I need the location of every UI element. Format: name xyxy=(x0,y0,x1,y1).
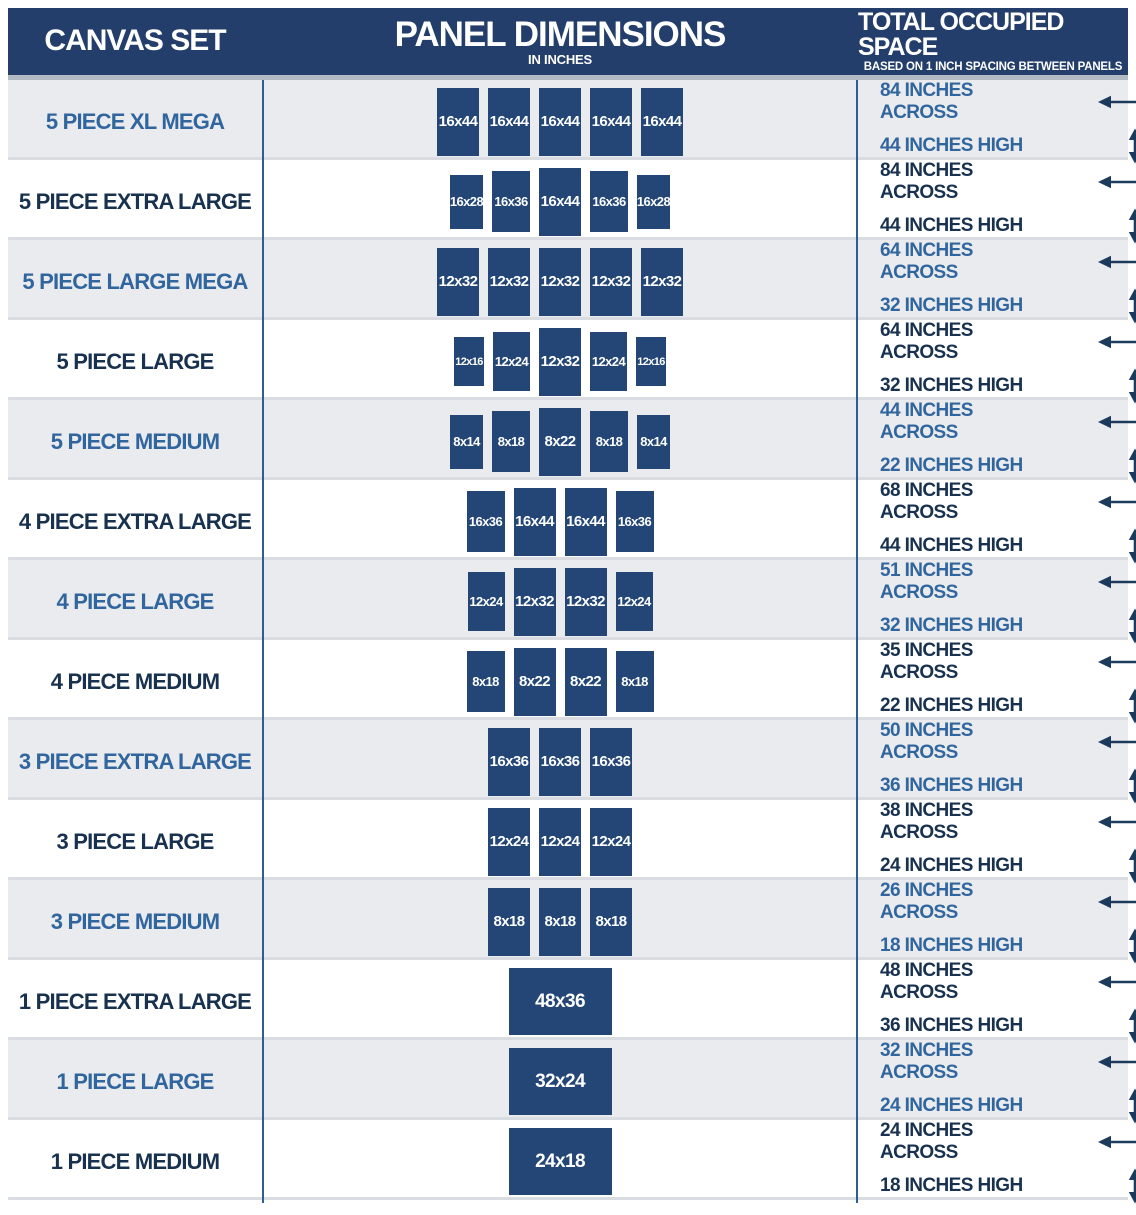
width-arrow-icon xyxy=(1050,1125,1136,1159)
canvas-set-cell xyxy=(8,480,262,563)
canvas-set-cell xyxy=(8,240,262,323)
occupied-space-cell xyxy=(858,720,1128,803)
inches-high-label: 44 INCHES HIGH xyxy=(880,135,1023,156)
height-arrow-icon xyxy=(1050,769,1136,803)
height-arrow-icon xyxy=(1050,1089,1136,1123)
width-arrow-icon xyxy=(1050,325,1136,359)
height-arrow-icon xyxy=(1050,129,1136,163)
width-arrow-icon xyxy=(1050,485,1136,519)
header-panel-dimensions-sub: IN INCHES xyxy=(528,52,592,68)
across-line xyxy=(880,480,1120,524)
panel-diagram-cell xyxy=(262,880,858,963)
inches-high-label: 32 INCHES HIGH xyxy=(880,375,1023,396)
inches-across-label: 38 INCHES ACROSS xyxy=(880,800,973,843)
table-row xyxy=(8,240,1128,320)
width-arrow-icon xyxy=(1050,805,1136,839)
across-line xyxy=(880,800,1120,844)
occupied-space-cell xyxy=(858,160,1128,243)
height-arrow-icon xyxy=(1050,289,1136,323)
inches-high-label: 18 INCHES HIGH xyxy=(880,935,1023,956)
canvas-set-cell xyxy=(8,640,262,723)
canvas-set-cell xyxy=(8,320,262,403)
canvas-panel: 12x24 xyxy=(539,808,581,876)
panel-diagram-cell xyxy=(262,1120,858,1203)
inches-across-label: 84 INCHES ACROSS xyxy=(880,80,973,123)
canvas-panel: 12x24 xyxy=(616,572,653,631)
canvas-set-cell xyxy=(8,160,262,243)
high-line xyxy=(880,609,1120,643)
canvas-panel: 8x22 xyxy=(565,648,607,716)
occupied-space-cell xyxy=(858,640,1128,723)
height-arrow-icon xyxy=(1050,609,1136,643)
canvas-panel: 12x32 xyxy=(514,568,556,636)
panel-diagram-cell xyxy=(262,480,858,563)
width-arrow-icon xyxy=(1050,965,1136,999)
table-row xyxy=(8,400,1128,480)
canvas-set-cell xyxy=(8,560,262,643)
table-row xyxy=(8,800,1128,880)
canvas-panel: 8x18 xyxy=(590,411,628,472)
canvas-set-label: 5 PIECE LARGE MEGA xyxy=(22,268,248,294)
high-line xyxy=(880,1009,1120,1043)
across-line xyxy=(880,1120,1120,1164)
table-row xyxy=(8,960,1128,1040)
table-body xyxy=(8,80,1128,1200)
height-arrow-icon xyxy=(1050,1169,1136,1203)
canvas-panel: 16x28 xyxy=(637,175,670,229)
occupied-space-cell xyxy=(858,560,1128,643)
canvas-set-label: 3 PIECE LARGE xyxy=(56,828,214,854)
canvas-panel: 8x14 xyxy=(450,415,483,469)
canvas-panel: 8x14 xyxy=(637,415,670,469)
canvas-panel: 8x18 xyxy=(590,888,632,956)
high-line xyxy=(880,849,1120,883)
canvas-panel: 16x44 xyxy=(514,488,556,556)
occupied-space-cell xyxy=(858,320,1128,403)
header-total-space-sub: BASED ON 1 INCH SPACING BETWEEN PANELS xyxy=(863,60,1123,73)
height-arrow-icon xyxy=(1050,689,1136,723)
panel-diagram-cell xyxy=(262,80,858,163)
inches-high-label: 22 INCHES HIGH xyxy=(880,455,1023,476)
canvas-panel: 12x32 xyxy=(437,248,479,316)
across-line xyxy=(880,1040,1120,1084)
height-arrow-icon xyxy=(1050,529,1136,563)
canvas-panel: 16x36 xyxy=(467,491,505,552)
canvas-panel: 16x36 xyxy=(590,728,632,796)
panel-diagram-cell xyxy=(262,320,858,403)
canvas-panel: 16x36 xyxy=(590,171,628,232)
canvas-size-chart xyxy=(8,8,1128,1200)
table-row xyxy=(8,880,1128,960)
table-row xyxy=(8,560,1128,640)
canvas-panel: 8x22 xyxy=(514,648,556,716)
occupied-space-cell xyxy=(858,400,1128,483)
table-row xyxy=(8,160,1128,240)
canvas-set-label: 5 PIECE MEDIUM xyxy=(50,428,220,454)
canvas-panel: 16x44 xyxy=(488,88,530,156)
canvas-panel: 16x44 xyxy=(565,488,607,556)
canvas-panel: 16x44 xyxy=(539,168,581,236)
inches-across-label: 44 INCHES ACROSS xyxy=(880,400,973,443)
canvas-panel: 16x44 xyxy=(641,88,683,156)
occupied-space-cell xyxy=(858,960,1128,1043)
across-line xyxy=(880,880,1120,924)
inches-across-label: 64 INCHES ACROSS xyxy=(880,240,973,283)
canvas-set-label: 1 PIECE MEDIUM xyxy=(50,1148,220,1174)
height-arrow-icon xyxy=(1050,209,1136,243)
width-arrow-icon xyxy=(1050,405,1136,439)
canvas-panel: 8x18 xyxy=(539,888,581,956)
canvas-set-cell xyxy=(8,800,262,883)
canvas-set-label: 1 PIECE EXTRA LARGE xyxy=(18,988,252,1014)
canvas-panel: 12x32 xyxy=(590,248,632,316)
inches-high-label: 36 INCHES HIGH xyxy=(880,775,1023,796)
canvas-panel: 12x16 xyxy=(636,337,666,386)
canvas-panel: 12x32 xyxy=(539,248,581,316)
canvas-set-label: 4 PIECE LARGE xyxy=(56,588,214,614)
height-arrow-icon xyxy=(1050,849,1136,883)
canvas-panel: 8x18 xyxy=(492,411,530,472)
canvas-set-cell xyxy=(8,1040,262,1123)
high-line xyxy=(880,1089,1120,1123)
width-arrow-icon xyxy=(1050,165,1136,199)
width-arrow-icon xyxy=(1050,85,1136,119)
inches-high-label: 36 INCHES HIGH xyxy=(880,1015,1023,1036)
table-row xyxy=(8,320,1128,400)
panel-diagram-cell xyxy=(262,800,858,883)
canvas-panel: 8x18 xyxy=(616,651,654,712)
canvas-set-label: 3 PIECE EXTRA LARGE xyxy=(18,748,252,774)
table-row xyxy=(8,480,1128,560)
canvas-panel: 16x36 xyxy=(616,491,654,552)
canvas-panel: 16x44 xyxy=(590,88,632,156)
across-line xyxy=(880,560,1120,604)
canvas-panel: 12x24 xyxy=(468,572,505,631)
inches-across-label: 48 INCHES ACROSS xyxy=(880,960,973,1003)
across-line xyxy=(880,960,1120,1004)
width-arrow-icon xyxy=(1050,645,1136,679)
canvas-panel: 16x36 xyxy=(539,728,581,796)
canvas-panel: 16x44 xyxy=(539,88,581,156)
canvas-set-label: 3 PIECE MEDIUM xyxy=(50,908,220,934)
canvas-panel: 16x44 xyxy=(437,88,479,156)
height-arrow-icon xyxy=(1050,1009,1136,1043)
canvas-set-cell xyxy=(8,880,262,963)
occupied-space-cell xyxy=(858,240,1128,323)
canvas-panel: 16x36 xyxy=(488,728,530,796)
canvas-set-cell xyxy=(8,720,262,803)
inches-high-label: 32 INCHES HIGH xyxy=(880,615,1023,636)
panel-diagram-cell xyxy=(262,560,858,643)
inches-across-label: 68 INCHES ACROSS xyxy=(880,480,973,523)
canvas-panel: 12x32 xyxy=(488,248,530,316)
canvas-set-cell xyxy=(8,1120,262,1203)
canvas-panel: 24x18 xyxy=(509,1128,612,1195)
inches-across-label: 64 INCHES ACROSS xyxy=(880,320,973,363)
header-total-space: TOTAL OCCUPIED SPACE xyxy=(858,7,1064,62)
panel-diagram-cell xyxy=(262,640,858,723)
canvas-panel: 12x24 xyxy=(590,808,632,876)
canvas-panel: 12x32 xyxy=(539,328,581,396)
header-panel-dimensions: PANEL DIMENSIONS xyxy=(394,14,726,54)
table-header xyxy=(8,8,1128,80)
high-line xyxy=(880,209,1120,243)
table-row xyxy=(8,1040,1128,1120)
inches-high-label: 44 INCHES HIGH xyxy=(880,215,1023,236)
panel-diagram-cell xyxy=(262,720,858,803)
canvas-set-cell xyxy=(8,400,262,483)
high-line xyxy=(880,1169,1120,1203)
panel-diagram-cell xyxy=(262,400,858,483)
width-arrow-icon xyxy=(1050,885,1136,919)
canvas-panel: 8x22 xyxy=(539,408,581,476)
across-line xyxy=(880,80,1120,124)
high-line xyxy=(880,449,1120,483)
table-row xyxy=(8,1120,1128,1200)
panel-diagram-cell xyxy=(262,960,858,1043)
canvas-panel: 16x28 xyxy=(450,175,483,229)
inches-high-label: 32 INCHES HIGH xyxy=(880,295,1023,316)
across-line xyxy=(880,640,1120,684)
inches-high-label: 44 INCHES HIGH xyxy=(880,535,1023,556)
canvas-panel: 8x18 xyxy=(467,651,505,712)
across-line xyxy=(880,160,1120,204)
panel-diagram-cell xyxy=(262,160,858,243)
canvas-set-label: 4 PIECE MEDIUM xyxy=(50,668,220,694)
canvas-panel: 48x36 xyxy=(509,968,612,1035)
canvas-panel: 12x16 xyxy=(454,337,484,386)
inches-across-label: 50 INCHES ACROSS xyxy=(880,720,973,763)
across-line xyxy=(880,400,1120,444)
canvas-panel: 32x24 xyxy=(509,1048,612,1115)
inches-high-label: 22 INCHES HIGH xyxy=(880,695,1023,716)
inches-high-label: 24 INCHES HIGH xyxy=(880,1095,1023,1116)
table-row xyxy=(8,80,1128,160)
canvas-set-label: 5 PIECE XL MEGA xyxy=(45,108,225,134)
width-arrow-icon xyxy=(1050,725,1136,759)
high-line xyxy=(880,369,1120,403)
header-canvas-set-cell xyxy=(8,8,262,75)
canvas-panel: 12x24 xyxy=(590,332,627,391)
inches-high-label: 24 INCHES HIGH xyxy=(880,855,1023,876)
canvas-set-label: 1 PIECE LARGE xyxy=(56,1068,214,1094)
inches-high-label: 18 INCHES HIGH xyxy=(880,1175,1023,1196)
canvas-panel: 16x36 xyxy=(492,171,530,232)
occupied-space-cell xyxy=(858,80,1128,163)
table-row xyxy=(8,640,1128,720)
high-line xyxy=(880,689,1120,723)
inches-across-label: 24 INCHES ACROSS xyxy=(880,1120,973,1163)
panel-diagram-cell xyxy=(262,240,858,323)
across-line xyxy=(880,240,1120,284)
canvas-panel: 8x18 xyxy=(488,888,530,956)
occupied-space-cell xyxy=(858,480,1128,563)
header-panel-dimensions-cell xyxy=(262,8,858,75)
width-arrow-icon xyxy=(1050,565,1136,599)
canvas-panel: 12x32 xyxy=(565,568,607,636)
height-arrow-icon xyxy=(1050,929,1136,963)
canvas-set-label: 5 PIECE LARGE xyxy=(56,348,214,374)
header-total-space-cell xyxy=(858,8,1128,75)
panel-diagram-cell xyxy=(262,1040,858,1123)
canvas-panel: 12x24 xyxy=(488,808,530,876)
occupied-space-cell xyxy=(858,1040,1128,1123)
inches-across-label: 51 INCHES ACROSS xyxy=(880,560,973,603)
canvas-set-label: 5 PIECE EXTRA LARGE xyxy=(18,188,252,214)
high-line xyxy=(880,769,1120,803)
high-line xyxy=(880,529,1120,563)
table-row xyxy=(8,720,1128,800)
across-line xyxy=(880,720,1120,764)
occupied-space-cell xyxy=(858,800,1128,883)
width-arrow-icon xyxy=(1050,1045,1136,1079)
canvas-set-label: 4 PIECE EXTRA LARGE xyxy=(18,508,252,534)
inches-across-label: 26 INCHES ACROSS xyxy=(880,880,973,923)
canvas-panel: 12x32 xyxy=(641,248,683,316)
width-arrow-icon xyxy=(1050,245,1136,279)
height-arrow-icon xyxy=(1050,449,1136,483)
inches-across-label: 84 INCHES ACROSS xyxy=(880,160,973,203)
inches-across-label: 35 INCHES ACROSS xyxy=(880,640,973,683)
header-canvas-set: CANVAS SET xyxy=(44,24,226,58)
occupied-space-cell xyxy=(858,880,1128,963)
height-arrow-icon xyxy=(1050,369,1136,403)
high-line xyxy=(880,929,1120,963)
across-line xyxy=(880,320,1120,364)
canvas-set-cell xyxy=(8,80,262,163)
canvas-set-cell xyxy=(8,960,262,1043)
canvas-panel: 12x24 xyxy=(493,332,530,391)
occupied-space-cell xyxy=(858,1120,1128,1203)
inches-across-label: 32 INCHES ACROSS xyxy=(880,1040,973,1083)
high-line xyxy=(880,289,1120,323)
high-line xyxy=(880,129,1120,163)
